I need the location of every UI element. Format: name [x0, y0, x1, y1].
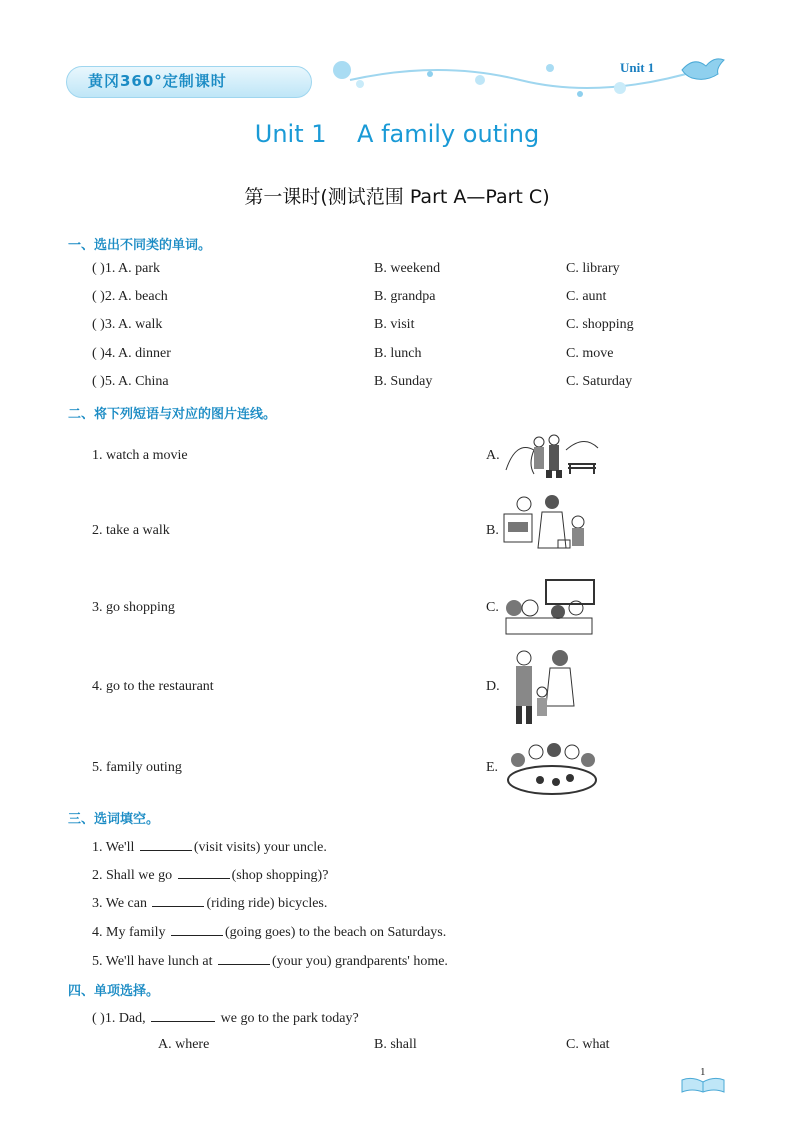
s1-q4-b: B. lunch: [374, 346, 422, 361]
s3-q5-blank[interactable]: [218, 952, 270, 965]
s2-letter-e: E.: [486, 760, 499, 775]
s4-q1-option-a: A. where: [158, 1037, 210, 1052]
s1-q5-a: ( )5. A. China: [92, 374, 169, 389]
s2-item-1: 1. watch a movie: [92, 448, 188, 463]
s1-q3-c: C. shopping: [566, 317, 634, 332]
s3-q4: [92, 923, 446, 941]
s4-q1-option-b: B. shall: [374, 1037, 417, 1052]
s3-q4-blank[interactable]: [171, 923, 223, 936]
page-subtitle: 第一课时(测试范围 Part A—Part C): [244, 186, 550, 208]
s3-q2-post: (shop shopping)?: [231, 868, 329, 883]
s3-q3-blank[interactable]: [152, 894, 204, 907]
picture-b-shopping: [502, 492, 592, 554]
s1-q4-c: C. move: [566, 346, 614, 361]
header-dots-decoration: [320, 50, 740, 110]
s4-q1-post: we go to the park today?: [217, 1011, 359, 1026]
s2-item-2: 2. take a walk: [92, 523, 170, 538]
s1-q2-b: B. grandpa: [374, 289, 436, 304]
s1-q2-c: C. aunt: [566, 289, 607, 304]
s2-item-3: 3. go shopping: [92, 600, 175, 615]
s1-q1-a: ( )1. A. park: [92, 261, 161, 276]
s3-q2-pre: 2. Shall we go: [92, 868, 176, 883]
s3-q3: [92, 894, 327, 912]
section1-heading: 一、选出不同类的单词。: [68, 238, 212, 253]
s2-letter-b: B.: [486, 523, 499, 538]
page-number: 1: [700, 1066, 706, 1078]
s2-letter-d: D.: [486, 679, 500, 694]
s3-q5-pre: 5. We'll have lunch at: [92, 954, 216, 969]
s2-letter-c: C.: [486, 600, 499, 615]
s3-q1-blank[interactable]: [140, 838, 192, 851]
s1-q3-a: ( )3. A. walk: [92, 317, 163, 332]
s3-q1-post: (visit visits) your uncle.: [193, 840, 327, 855]
s3-q2-blank[interactable]: [178, 866, 230, 879]
s3-q3-pre: 3. We can: [92, 896, 151, 911]
bird-icon: [678, 52, 728, 86]
s4-q1-pre: ( )1. Dad,: [92, 1011, 150, 1026]
s1-q2-a: ( )2. A. beach: [92, 289, 168, 304]
s3-q5-post: (your you) grandparents' home.: [272, 954, 448, 969]
s1-q4-a: ( )4. A. dinner: [92, 346, 171, 361]
s2-letter-a: A.: [486, 448, 500, 463]
s3-q1: [92, 838, 327, 856]
page-title: Unit 1 A family outing: [254, 120, 540, 148]
section3-heading: 三、选词填空。: [68, 812, 160, 827]
picture-a-walk: [504, 430, 600, 480]
s4-q1-option-c: C. what: [566, 1037, 610, 1052]
picture-e-restaurant: [504, 738, 600, 798]
s3-q4-post: (going goes) to the beach on Saturdays.: [225, 925, 447, 940]
s1-q1-b: B. weekend: [374, 261, 441, 276]
s1-q3-b: B. visit: [374, 317, 415, 332]
header-banner-text: 黄冈360°定制课时: [88, 72, 227, 90]
s3-q3-post: (riding ride) bicycles.: [206, 896, 328, 911]
s1-q5-c: C. Saturday: [566, 374, 633, 389]
picture-d-family: [504, 646, 584, 726]
s3-q2: [92, 866, 328, 884]
section4-heading: 四、单项选择。: [68, 984, 160, 999]
book-icon: [680, 1074, 726, 1094]
unit-tag: Unit 1: [620, 60, 655, 75]
s2-item-4: 4. go to the restaurant: [92, 679, 214, 694]
section2-heading: 二、将下列短语与对应的图片连线。: [68, 407, 277, 422]
s4-q1-blank[interactable]: [151, 1009, 215, 1022]
s3-q4-pre: 4. My family: [92, 925, 169, 940]
s1-q1-c: C. library: [566, 261, 620, 276]
picture-c-movie: [502, 578, 596, 636]
s3-q5: [92, 952, 448, 970]
s4-q1: [92, 1009, 359, 1027]
s1-q5-b: B. Sunday: [374, 374, 433, 389]
s2-item-5: 5. family outing: [92, 760, 182, 775]
s3-q1-pre: 1. We'll: [92, 840, 138, 855]
